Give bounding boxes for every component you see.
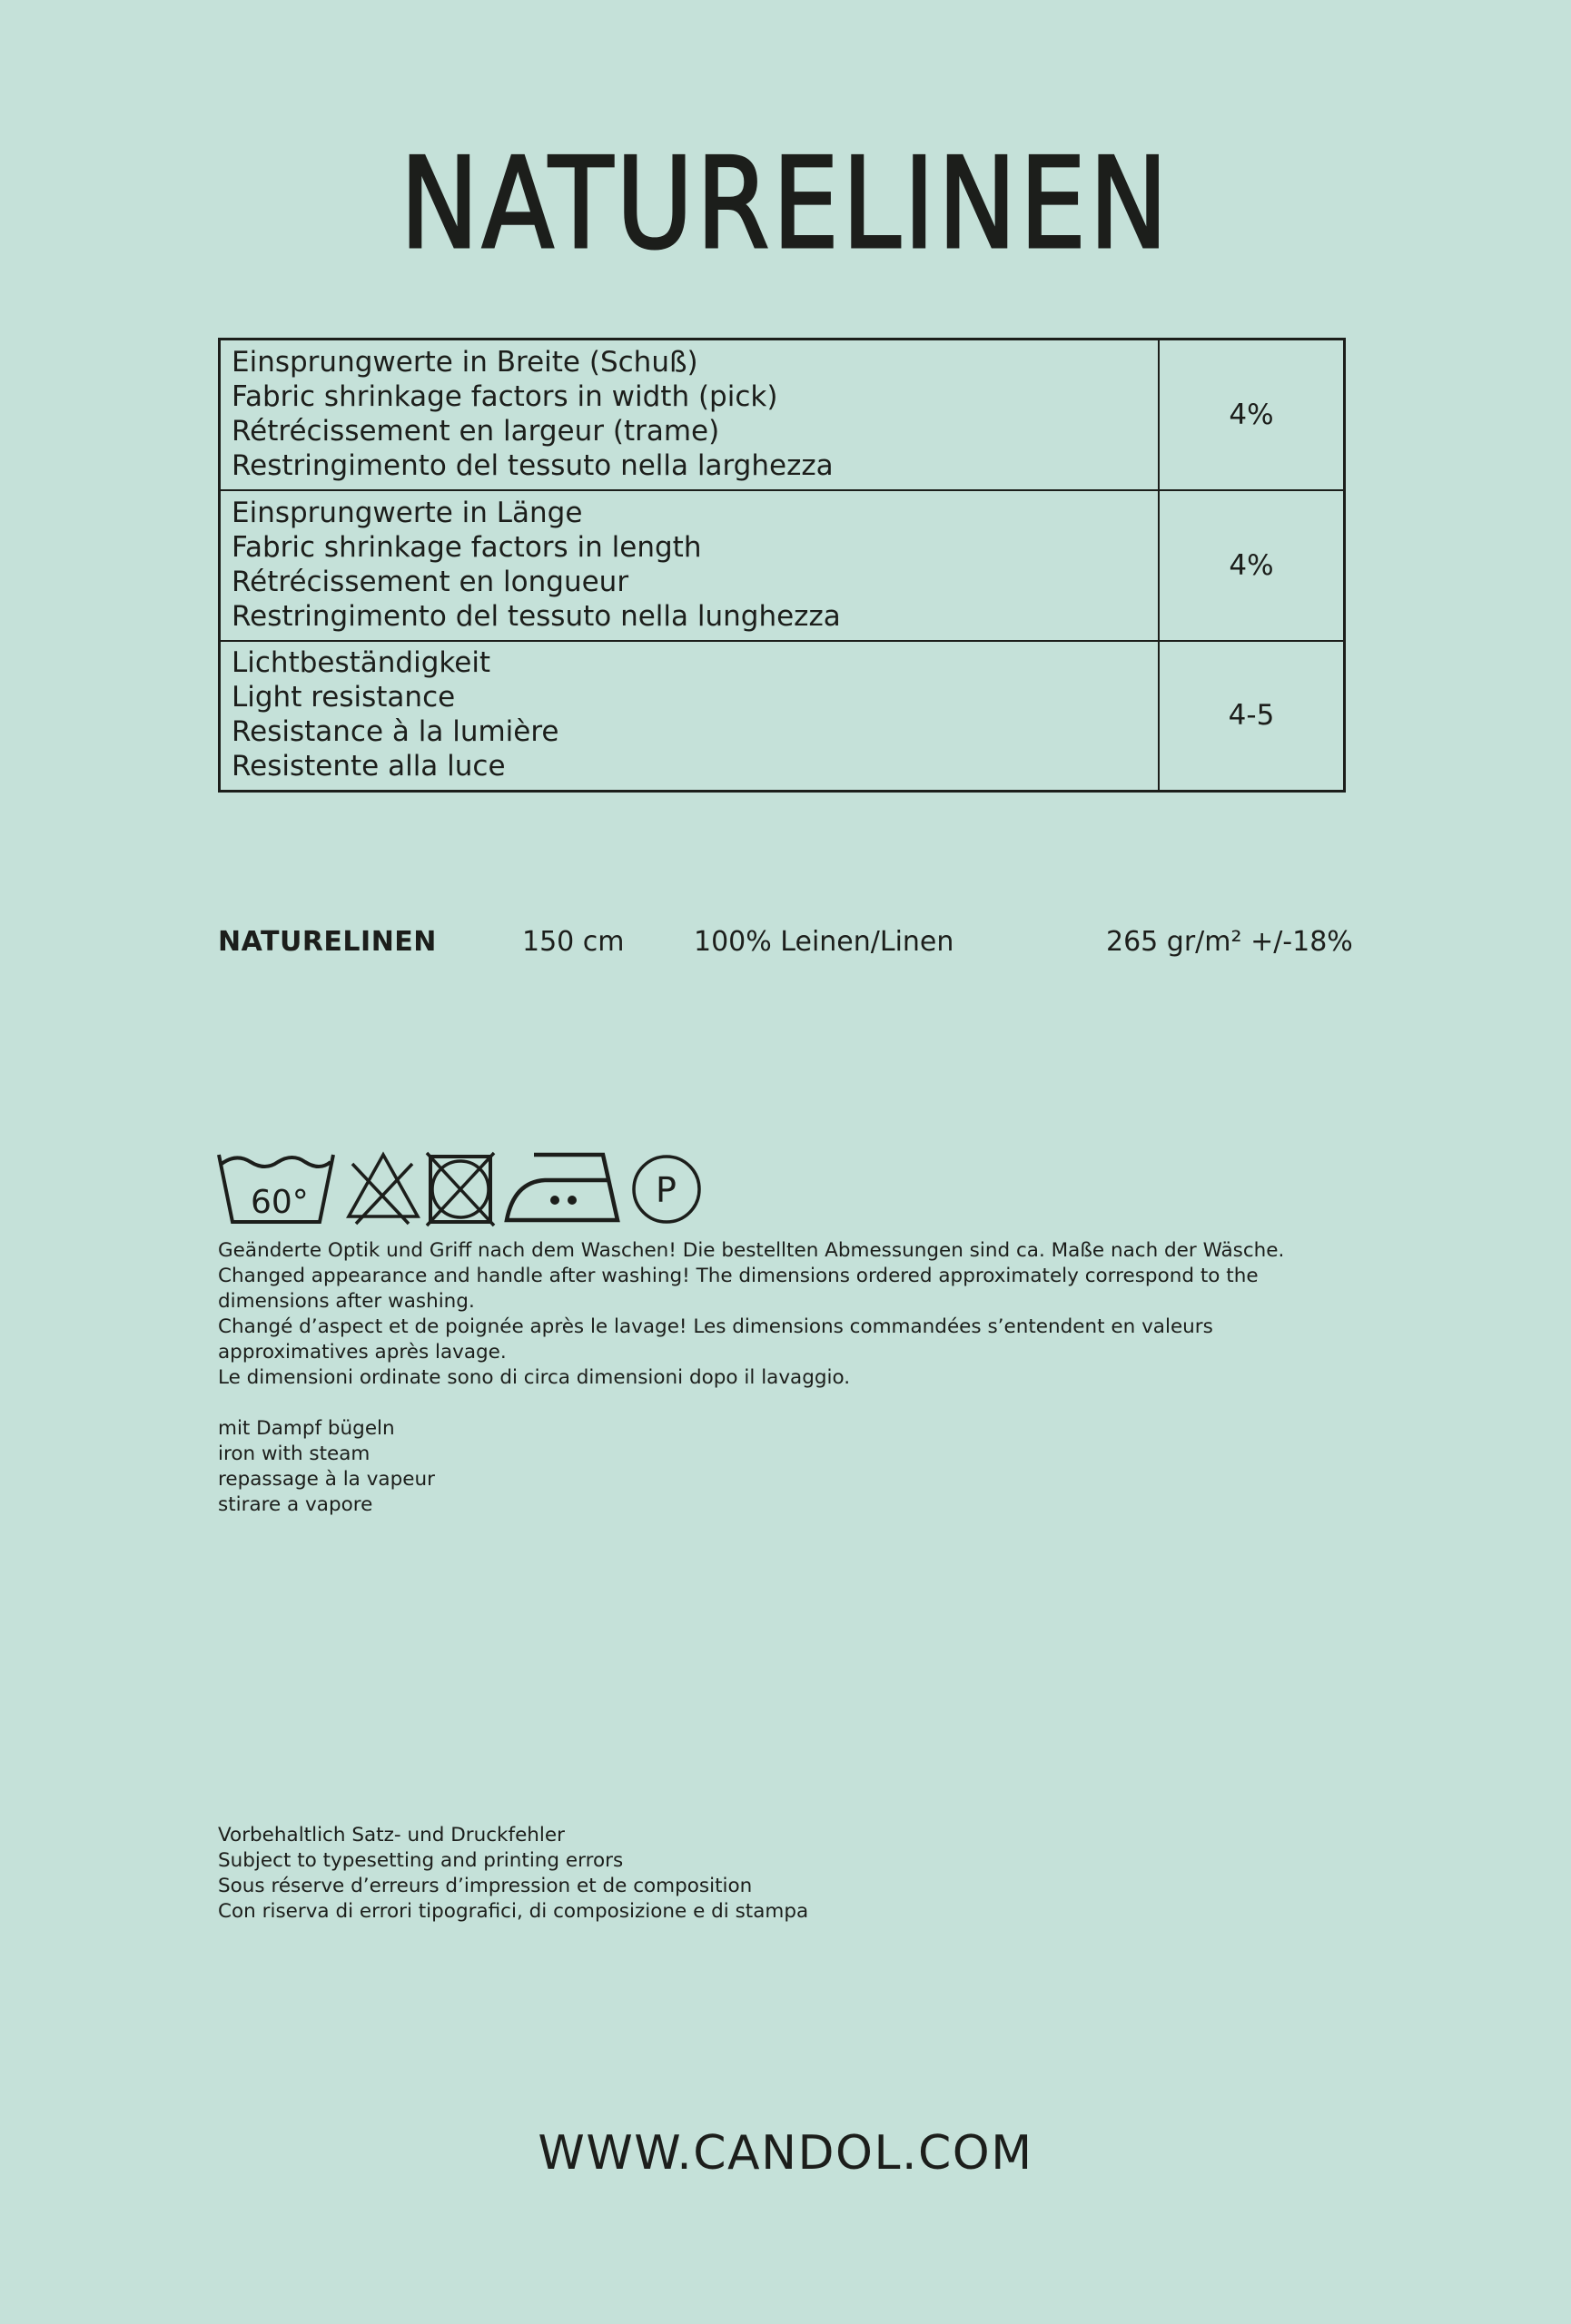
product-width: 150 cm [522,926,625,958]
spec-label-it: Resistente alla luce [232,750,506,783]
ironing-note-it: stirare a vapore [218,1493,373,1516]
spec-value-length-shrinkage: 4% [1159,490,1345,641]
spec-label-it: Restringimento del tessuto nella larghezza [232,448,834,482]
product-weight: 265 gr/m² +/-18% [1106,926,1353,958]
spec-label-de: Lichtbeständigkeit [232,646,491,680]
website-link[interactable]: WWW.CANDOL.COM [538,2126,1033,2181]
disclaimer-en: Subject to typesetting and printing errors [218,1849,624,1872]
note-de: Geänderte Optik und Griff nach dem Waschen! Die bestellten Abmessungen sind ca. Maße nach der Wäsche. [218,1239,1285,1262]
table-row [220,340,1345,490]
table-row [220,490,1345,641]
spec-value-light-resistance: 4-5 [1159,641,1345,792]
page-title: NATURELINEN [400,131,1171,277]
iron-medium-icon [503,1151,625,1227]
spec-value-width-shrinkage: 4% [1159,340,1345,490]
wash-60-icon [216,1151,336,1227]
ironing-note-en: iron with steam [218,1443,371,1465]
ironing-note-de: mit Dampf bügeln [218,1417,395,1440]
care-icons [216,1151,703,1227]
table-row [220,641,1345,792]
spec-label-cell [220,340,1160,490]
spec-label-fr: Rétrécissement en largeur (trame) [232,414,720,448]
note-it: Le dimensioni ordinate sono di circa dimensioni dopo il lavaggio. [218,1366,851,1389]
washing-notes [218,1238,1353,1391]
disclaimer-fr: Sous réserve d’erreurs d’impression et de composition [218,1875,753,1897]
spec-label-cell [220,641,1160,792]
spec-label-en: Light resistance [232,681,456,714]
disclaimer-de: Vorbehaltlich Satz- und Druckfehler [218,1824,565,1846]
note-fr: Changé d’aspect et de poignée après le lavage! Les dimensions commandées s’entendent en valeurs approximatives après lavage. [218,1315,1213,1364]
disclaimer-it: Con riserva di errori tipografici, di composizione e di stampa [218,1900,809,1923]
ironing-note-fr: repassage à la vapeur [218,1468,435,1491]
dry-clean-p-icon [630,1151,703,1227]
spec-label-fr: Resistance à la lumière [232,715,559,749]
spec-label-en: Fabric shrinkage factors in length [232,530,702,564]
no-tumble-dry-icon [425,1151,496,1227]
spec-label-it: Restringimento del tessuto nella lunghezza [232,599,841,633]
no-bleach-icon [343,1151,423,1227]
spec-label-en: Fabric shrinkage factors in width (pick) [232,379,778,413]
disclaimer [218,1823,808,1925]
ironing-notes [218,1416,435,1518]
wash-temperature: 60° [251,1184,309,1221]
product-composition: 100% Leinen/Linen [694,926,954,958]
product-name: NATURELINEN [218,926,437,958]
spec-label-de: Einsprungwerte in Breite (Schuß) [232,345,698,379]
spec-table [218,338,1346,793]
note-en: Changed appearance and handle after washing! The dimensions ordered approximately correspond to the dimensions after washing. [218,1265,1259,1313]
spec-label-fr: Rétrécissement en longueur [232,565,629,598]
dry-clean-letter: P [656,1170,677,1210]
spec-label-cell [220,490,1160,641]
spec-label-de: Einsprungwerte in Länge [232,496,583,529]
